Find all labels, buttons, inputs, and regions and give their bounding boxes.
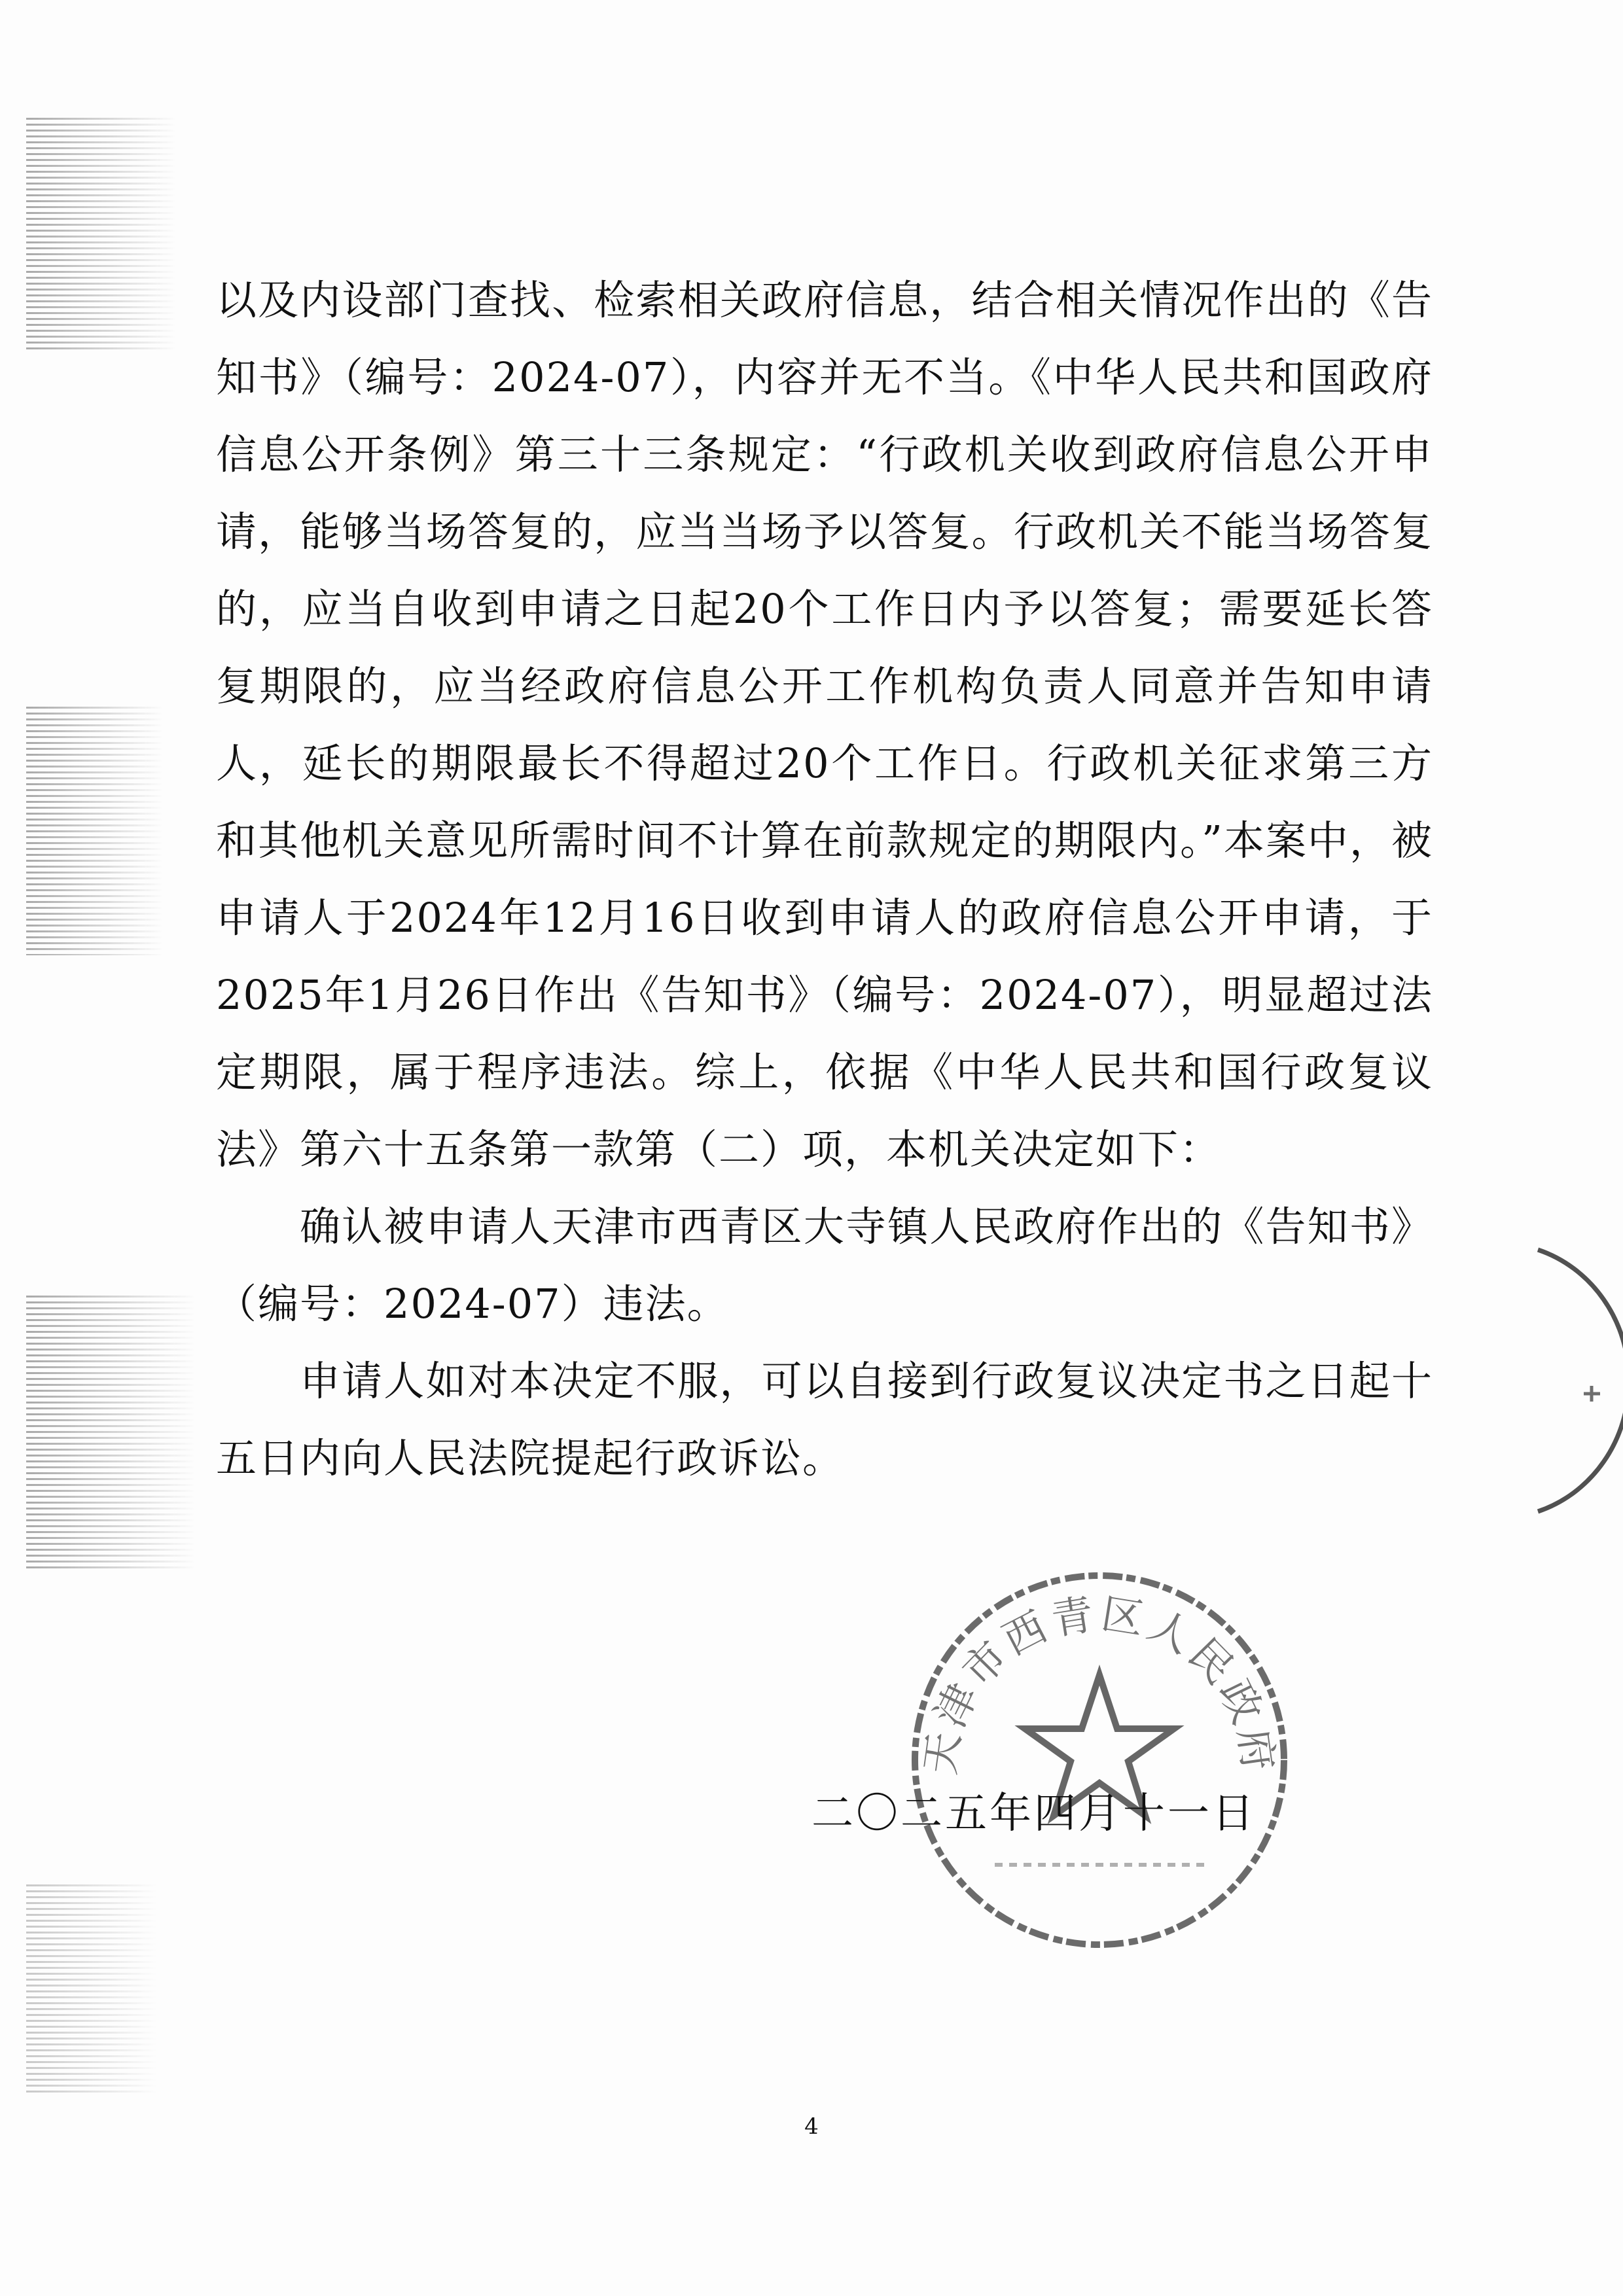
document-body: [216, 262, 1433, 1497]
paragraph-appeal-notice: 申请人如对本决定不服，可以自接到行政复议决定书之日起十五日内向人民法院提起行政诉讼。: [216, 1357, 1433, 1482]
seal-text: 天津市西青区人民政府: [916, 1589, 1283, 1778]
scan-noise: [26, 118, 177, 353]
scan-noise: [26, 1296, 196, 1570]
scan-noise: [26, 1884, 157, 2094]
official-seal: [897, 1557, 1302, 1963]
decision-date: 二〇二五年四月十一日: [812, 1790, 1257, 1838]
paragraph-reasoning: 以及内设部门查找、检索相关政府信息，结合相关情况作出的《告知书》（编号：2024-07），内容并无不当。《中华人民共和国政府信息公开条例》第三十三条规定：“行政机关收到政府信息公开申请，能够当场答复的，应当当场予以答复。行政机关不能当场答复的，应当自收到申请之日起20个工作日内予以答复；需要延长答复期限的，应当经政府信息公开工作机构负责人同意并告知申请人，延长的期限最长不得超过20个工作日。行政机关征求第三方和其他机关意见所需时间不计算在前款规定的期限内。”本案中，被申请人于2024年12月16日收到申请人的政府信息公开申请，于2025年1月26日作出《告知书》（编号：2024-07），明显超过法定期限，属于程序违法。综上，依据《中华人民共和国行政复议法》第六十五条第一款第（二）项，本机关决定如下：: [216, 276, 1433, 1173]
paragraph-decision: 确认被申请人天津市西青区大寺镇人民政府作出的《告知书》（编号：2024-07）违法。: [216, 1203, 1433, 1328]
scan-noise: [26, 707, 164, 955]
page-number: 4: [804, 2113, 819, 2140]
partial-seal-mark: [1512, 1237, 1623, 1525]
